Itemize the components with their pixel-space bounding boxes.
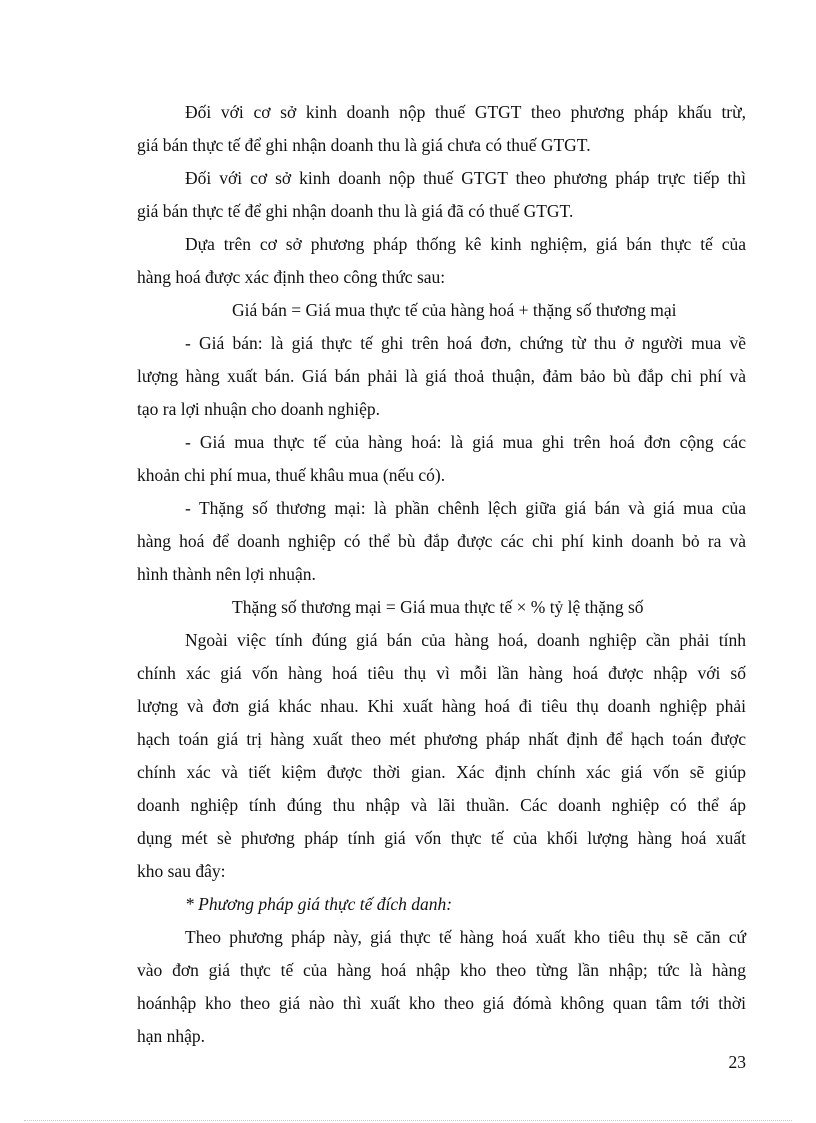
selling-price-formula: Giá bán = Giá mua thực tế của hàng hoá + thặng số thương mại (232, 300, 677, 320)
paragraph-5-line-2: khoản chi phí mua, thuế khâu mua (nếu có). (137, 465, 446, 485)
paragraph-7-line-4: hạch toán giá trị hàng xuất theo mét phương pháp nhất định để hạch toán được (137, 729, 746, 749)
paragraph-7-line-1: Ngoài việc tính đúng giá bán của hàng hoá, doanh nghiệp cần phải tính (185, 630, 746, 650)
paragraph-7-line-6: doanh nghiệp tính đúng thu nhập và lãi thuần. Các doanh nghiệp có thể áp (137, 795, 746, 815)
paragraph-4-line-2: lượng hàng xuất bán. Giá bán phải là giá thoả thuận, đảm bảo bù đắp chi phí và (137, 366, 746, 386)
paragraph-8-line-4: hạn nhập. (137, 1026, 206, 1046)
paragraph-6-line-1: - Thặng số thương mại: là phần chênh lệch giữa giá bán và giá mua của (185, 498, 746, 518)
paragraph-7-line-5: chính xác và tiết kiệm được thời gian. Xác định chính xác giá vốn sẽ giúp (137, 762, 746, 782)
paragraph-1-line-2: giá bán thực tế để ghi nhận doanh thu là giá chưa có thuế GTGT. (137, 135, 591, 155)
paragraph-2-line-2: giá bán thực tế để ghi nhận doanh thu là giá đã có thuế GTGT. (137, 201, 574, 221)
paragraph-8-line-1: Theo phương pháp này, giá thực tế hàng hoá xuất kho tiêu thụ sẽ căn cứ (185, 927, 746, 947)
paragraph-5-line-1: - Giá mua thực tế của hàng hoá: là giá mua ghi trên hoá đơn cộng các (185, 432, 746, 452)
trade-margin-formula: Thặng số thương mại = Giá mua thực tế × % tỷ lệ thặng số (232, 597, 644, 617)
paragraph-3-line-1: Dựa trên cơ sở phương pháp thống kê kinh nghiệm, giá bán thực tế của (185, 234, 746, 254)
paragraph-3-line-2: hàng hoá được xác định theo công thức sau: (137, 267, 446, 287)
paragraph-8-line-3: hoánhập kho theo giá nào thì xuất kho theo giá đómà không quan tâm tới thời (137, 993, 746, 1013)
paragraph-2-line-1: Đối với cơ sở kinh doanh nộp thuế GTGT theo phương pháp trực tiếp thì (185, 168, 746, 188)
paragraph-6-line-3: hình thành nên lợi nhuận. (137, 564, 316, 584)
paragraph-4-line-3: tạo ra lợi nhuận cho doanh nghiệp. (137, 399, 381, 419)
page-bottom-divider (24, 1120, 792, 1121)
paragraph-7-line-7: dụng mét sè phương pháp tính giá vốn thực tế của khối lượng hàng hoá xuất (137, 828, 746, 848)
paragraph-7-line-3: lượng và đơn giá khác nhau. Khi xuất hàng hoá đi tiêu thụ doanh nghiệp phải (137, 696, 746, 716)
paragraph-7-line-8: kho sau đây: (137, 861, 226, 881)
section-heading: * Phương pháp giá thực tế đích danh: (185, 894, 453, 914)
paragraph-8-line-2: vào đơn giá thực tế của hàng hoá nhập kho theo từng lần nhập; tức là hàng (137, 960, 746, 980)
page-number: 23 (728, 1052, 746, 1072)
paragraph-4-line-1: - Giá bán: là giá thực tế ghi trên hoá đơn, chứng từ thu ở người mua về (185, 333, 746, 353)
paragraph-7-line-2: chính xác giá vốn hàng hoá tiêu thụ vì mỗi lần hàng hoá được nhập với số (137, 663, 746, 683)
paragraph-1-line-1: Đối với cơ sở kinh doanh nộp thuế GTGT theo phương pháp khấu trừ, (185, 102, 746, 122)
paragraph-6-line-2: hàng hoá để doanh nghiệp có thể bù đắp được các chi phí kinh doanh bỏ ra và (137, 531, 746, 551)
